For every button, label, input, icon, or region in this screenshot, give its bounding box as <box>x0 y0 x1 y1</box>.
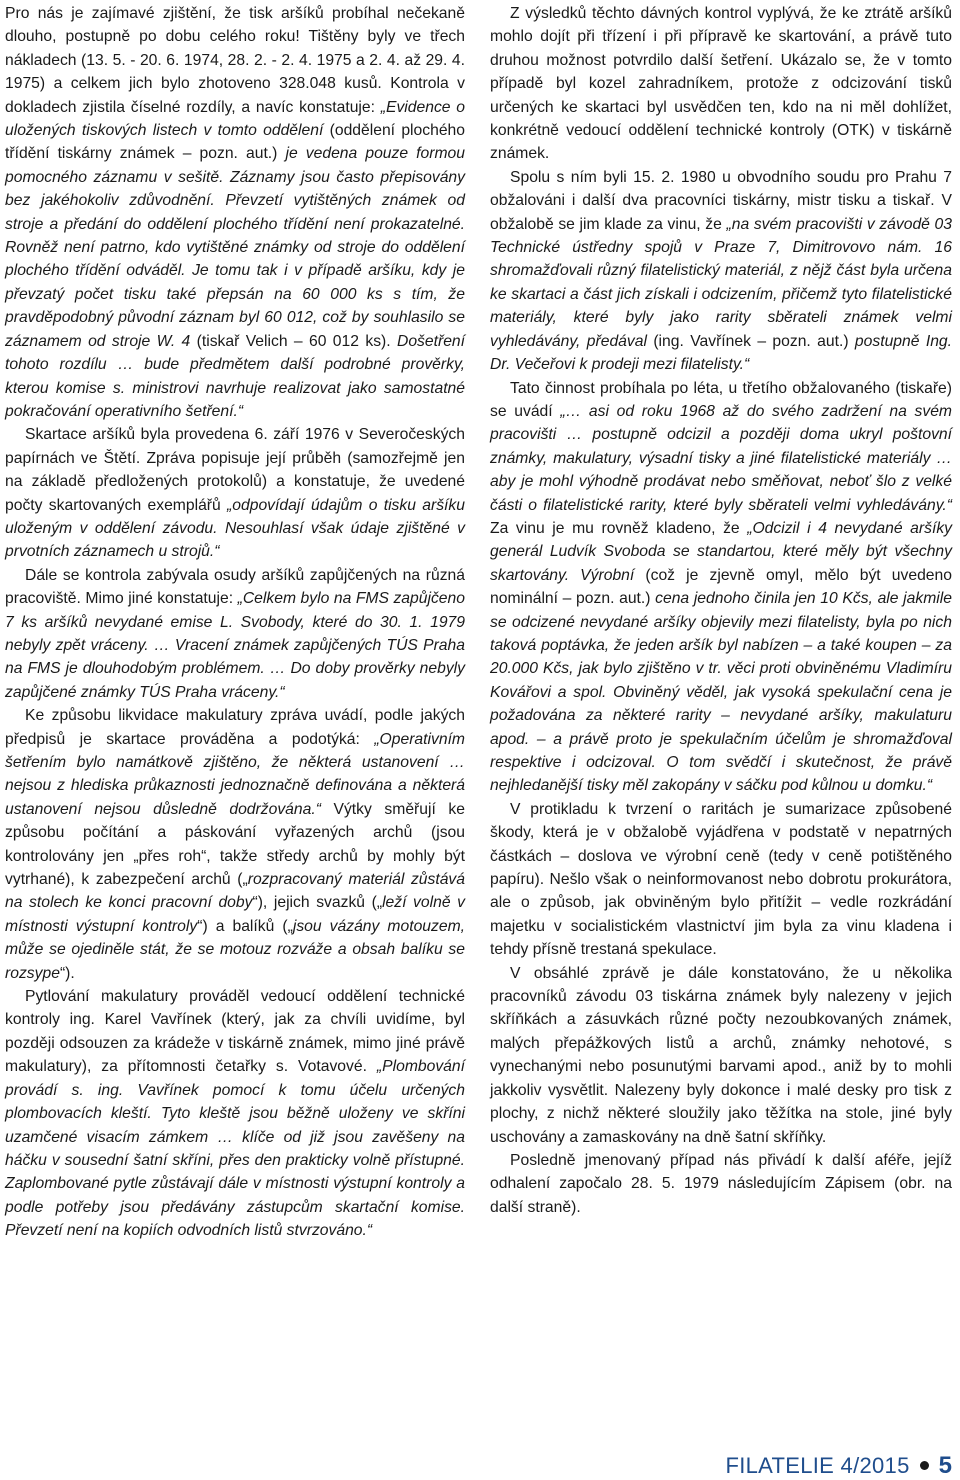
text-run: Ke způsobu likvidace makulatury zpráva uvádí, podle jakých předpisů je skartace prováděna a podotýká: <box>5 707 465 748</box>
text-run: (což je zjevně omyl, mělo být uvedeno nominální – pozn. aut.) <box>490 566 952 608</box>
page-number: 5 <box>938 1452 952 1479</box>
text-run: (ing. Vavřínek – pozn. aut.) <box>646 332 855 350</box>
page-footer <box>725 1452 952 1478</box>
text-run: V obsáhlé zprávě je dále konstatováno, že u několika pracovníků závodu 03 tiskárna známek byly nalezeny v jejich skříňkách a zásuvkách různé počty nezoubkovaných známek, malých přepážkových listů a archů, známky nehotové, s vynechanými nebo posunutými barvami apod., aniž by to mohli jakkoliv vysvětlit. Nalezeny byly dokonce i malé desky pro tisk z plochy, z nichž některé sloužily jako těžítka na stole, jiné byly uschovány a zamaskovány na dně šatní skříňky. <box>490 964 952 1146</box>
quote-run: „Plombování provádí s. ing. Vavřínek pomocí k tomu účelu určených plombovacích kleští. Tyto kleště jsou běžně uloženy ve skříni uzamčené visacím zámkem … klíče od již jsou zavěšeny na háčku v sousední šatní skříni, přes den prakticky volně přístupné. Zaplombované pytle zůstávají dále v místnosti výstupní kontroly a podle potřeby jsou předávány zástupcům skartační komise. Převzetí není na kopiích odvodních listů stvrzováno.“ <box>5 1058 465 1240</box>
text-run: “) a balíků („ <box>197 917 293 935</box>
paragraph <box>5 423 465 563</box>
paragraph <box>5 2 465 423</box>
quote-run: „odpovídají údajům o tisku aršíku uloženým v oddělení závodu. Nesouhlasí však údaje zjištěné v prvotních záznamech u strojů.“ <box>5 496 465 561</box>
quote-run: cena jednoho činila jen 10 Kčs, ale jakmile se odcizené nevydané aršíky objevily mezi filatelisty, byla po nich taková poptávka, že jeden aršík byl nabízen – a také koupen – za 20.000 Kčs, jak bylo zjištěno v tr. věci proti obviněnému Vladimíru Kovářovi a spol. Obviněný věděl, jak vysoká spekulační cena je požadována za některé rarity – nevydané aršíky, makulaturu apod. – a právě proto je spekulačním účelům je shromažďoval respektive i odcizoval. O tom svědčí i skutečnost, že právě nejhledanější tisky měl zakopány v sáčku pod kůlnou u domku.“ <box>490 590 952 795</box>
paragraph <box>490 377 952 798</box>
text-run: Pro nás je zajímavé zjištění, že tisk aršíků probíhal nečekaně dlouho, postupně po dobu celého roku! Tištěny byly ve třech nákladech (13. 5. - 20. 6. 1974, 28. 2. - 2. 4. 1975 a 2. 4. až 29. 4. 1975) a celkem jich bylo zhotoveno 328.048 kusů. Kontrola v dokladech zjistila číselné rozdíly, a navíc konstatuje: <box>5 5 465 116</box>
quote-run: „Operativním šetřením bylo namátkově zjištěno, že některá ustanovení … nejsou z hlediska průkaznosti jednoznačně definována a některá ustanovení nejsou důsledně dodržována.“ <box>5 730 465 818</box>
paragraph <box>490 2 952 166</box>
paragraph <box>5 564 465 704</box>
text-run: Pytlování makulatury prováděl vedoucí oddělení technické kontroly ing. Karel Vavřínek (který, jak za chvíli uvidíme, byl později odsouzen za krádeže v tiskárně známek, mimo jiné právě makulatury), za přítomnosti četařky s. Votavové. <box>5 988 465 1076</box>
text-run: Spolu s ním byli 15. 2. 1980 u obvodního soudu pro Prahu 7 obžalováni i další dva pracovníci tiskárny, mistr tisku a tiskař. V obžalobě se jim klade za vinu, že <box>490 168 952 233</box>
quote-run: leží volně v místnosti výstupní kontroly <box>5 894 465 935</box>
quote-run: rozpracovaný materiál zůstává na stolech ke konci pracovní doby <box>5 871 466 912</box>
quote-run: „… asi od roku 1968 až do svého zadržení na svém pracovišti … postupně odcizil a později doma ukryl poštovní známky, makulatury, výsadní tisky a jiné filatelistické materiály … aby je mohl výhodně prodávat nebo směňovat, neboť šlo z velké části o filatelistické rarity, které byly sběrateli velmi vyhledávány.“ <box>490 402 952 514</box>
text-run: “), jejich svazků („ <box>252 894 383 912</box>
text-run: “). <box>59 964 75 982</box>
paragraph <box>490 166 952 377</box>
text-run: Z výsledků těchto dávných kontrol vyplývá, že ke ztrátě aršíků mohlo dojít při třízení i při přípravě ke skartování, a právě tuto druhou možnost potvrdilo další šetření. Ukázalo se, že v tomto případě byl kozel zahradníkem, protože z odcizování tisků určených ke skartaci byl usvědčen ten, kdo na ni měl dohlížet, konkrétně vedoucí oddělení technické kontroly (OTK) v tiskárně známek. <box>490 5 952 163</box>
text-run: Za vinu je mu rovněž kladeno, že <box>490 519 748 537</box>
text-run: (oddělení plochého třídění tiskárny známek – pozn. aut.) <box>5 122 465 163</box>
magazine-issue: FILATELIE 4/2015 <box>725 1453 910 1478</box>
text-run: Skartace aršíků byla provedena 6. září 1976 v Severočeských papírnách ve Štětí. Zpráva popisuje její průběh (samozřejmě jen na základě předložených protokolů) a konstatuje, že uvedené počty skartovaných exemplářů <box>5 426 465 514</box>
text-run: Posledně jmenovaný případ nás přivádí k další aféře, jejíž odhalení započalo 28. 5. 1979 následujícím Zápisem (obr. na další straně). <box>490 1151 952 1216</box>
paragraph <box>490 798 952 962</box>
bullet-dot-icon <box>920 1461 929 1470</box>
right-column <box>490 2 952 1219</box>
text-run: Tato činnost probíhala po léta, u třetího obžalovaného (tiskaře) se uvádí <box>490 379 952 420</box>
quote-run: „Celkem bylo na FMS zapůjčeno 7 ks aršíků nevydané emise L. Svobody, které do 30. 1. 1979 nebyly zpět vráceny. … Vracení známek zapůjčených TÚS Praha na FMS je dlouhodobým problémem. … Do doby prověrky nebyly zapůjčené známky TÚS Praha vráceny.“ <box>5 590 465 701</box>
quote-run: postupně Ing. Dr. Večeřovi k prodeji mezi filatelisty.“ <box>490 332 953 374</box>
text-run: (tiskař Velich – 60 012 ks). <box>190 332 397 350</box>
text-run: Dále se kontrola zabývala osudy aršíků zapůjčených na různá pracoviště. Mimo jiné konstatuje: <box>5 566 465 608</box>
quote-run: je vedena pouze formou pomocného záznamu v sešitě. Záznamy jsou často přepisovány bez jakéhokoliv zdůvodnění. Převzetí vytištěných známek od stroje a předání do oddělení plochého třídění není prokazatelné. Rovněž není patrno, kdo vytištěné známky od stroje do oddělení plochého třídění odváděl. Je tomu tak i v případě aršíku, kdy je převzatý počet tisku také přepsán na 60 000 ks s tím, že pravděpodobný původní záznam byl 60 012, což by souhlasilo se záznamem od stroje W. 4 <box>5 145 465 350</box>
quote-run: „na svém pracovišti v závodě 03 Technické ústředny spojů v Praze 7, Dimitrovovo nám. 16 shromažďovali různý filatelistický materiál, z nějž část byla určena ke skartaci a část jich získali i odcizením, přičemž tyto filatelistické materiály, které byly jako rarity sběrateli známek velmi vyhledávány, předával <box>490 215 952 350</box>
quote-run: „Odcizil i 4 nevydané aršíky generál Ludvík Svoboda se standartou, které měly být všechny skartovány. Výrobní <box>490 519 953 584</box>
quote-run: Došetření tohoto rozdílu … bude předmětem další podrobné prověrky, kterou komise s. ministrovi navrhuje realizovat jako samostatné pokračování operativního šetření.“ <box>5 332 465 420</box>
quote-run: jsou vázány motouzem, může se ojediněle stát, že se motouz rozváže a obsah balíku se rozsype <box>5 917 466 982</box>
quote-run: „Evidence o uložených tiskových listech v tomto oddělení <box>5 98 466 140</box>
left-column <box>5 2 465 1243</box>
text-run: V protikladu k tvrzení o raritách je sumarizace způsobené škody, která je v obžalobě vyjádřena v podstatě v nepatrných částkách – doslova ve výrobní ceně (tedy v ceně potištěného papíru). Nešlo však o neinformovanost nebo dobrotu prokurátora, ale o způsob, jak obviněným bylo přitížit – vedle rozkrádání majetku v socialistickém vlastnictví jim byla za vinu kladena i tehdy přísně trestaná spekulace. <box>490 800 952 959</box>
paragraph <box>5 704 465 985</box>
text-run: Výtky směřují ke způsobu počítání a páskování vyřazených archů (jsou kontrolovány jen „přes roh“, takže středy archů by mohly být vytrhané), k zabezpečení archů („ <box>5 800 465 889</box>
paragraph <box>490 1149 952 1219</box>
paragraph <box>5 985 465 1242</box>
paragraph <box>490 962 952 1149</box>
